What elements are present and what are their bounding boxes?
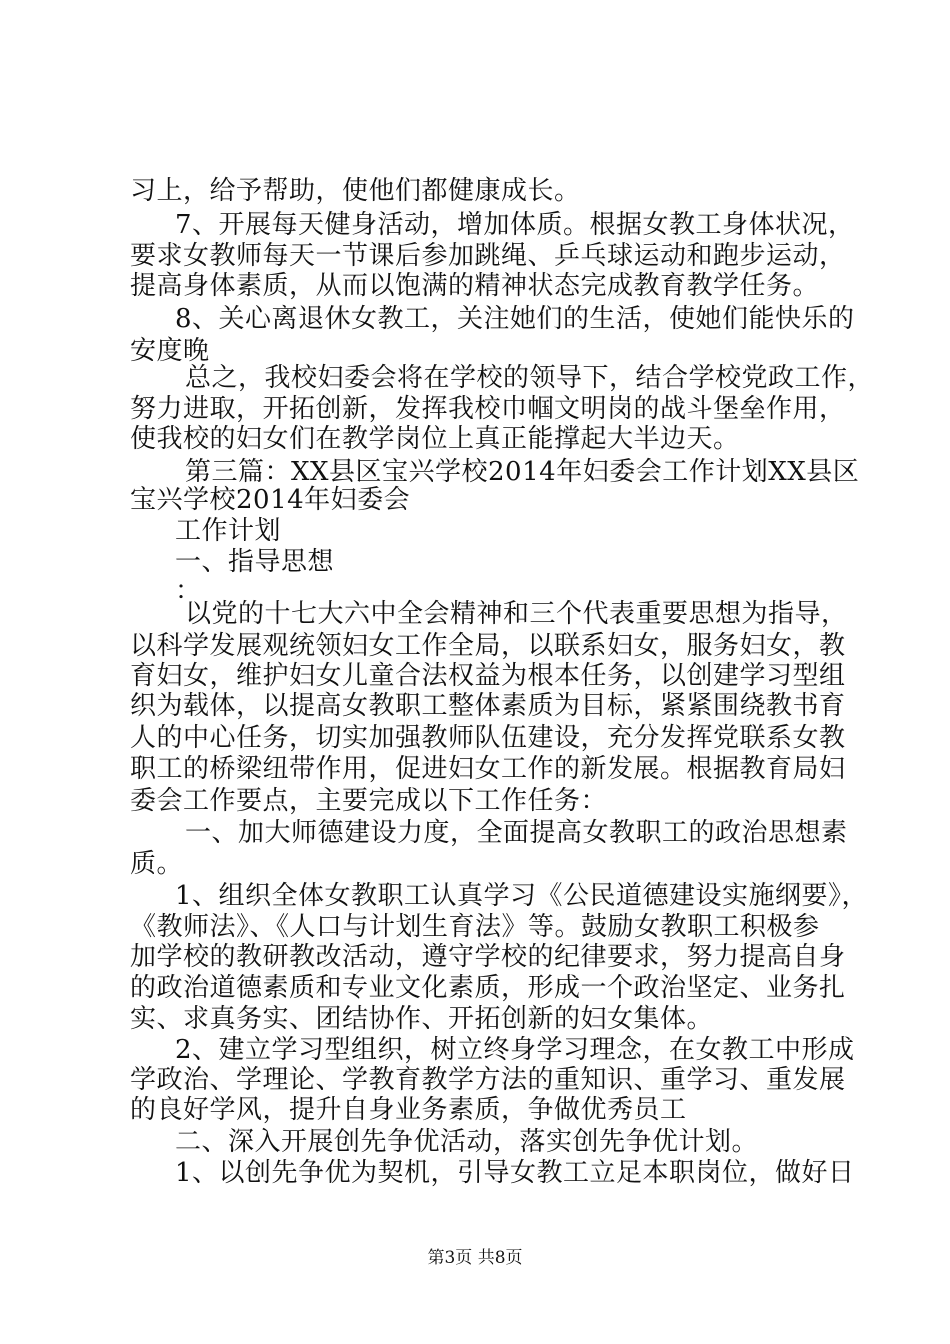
text-line: 职工的桥梁纽带作用，促进妇女工作的新发展。根据教育局妇 bbox=[130, 754, 846, 784]
text-line: 使我校的妇女们在教学岗位上真正能撑起大半边天。 bbox=[130, 424, 740, 454]
text-line: 人的中心任务，切实加强教师队伍建设，充分发挥党联系女教 bbox=[130, 723, 846, 753]
text-line: 一、指导思想 bbox=[175, 547, 335, 577]
text-line: 8、关心离退休女教工，关注她们的生活，使她们能快乐的 bbox=[175, 304, 855, 334]
page-number-footer: 第3页 共8页 bbox=[427, 1248, 523, 1268]
text-line: 一、加大师德建设力度，全面提高女教职工的政治思想素 bbox=[185, 818, 848, 848]
text-line: 7、开展每天健身活动，增加体质。根据女教工身体状况， bbox=[175, 210, 855, 240]
text-line: 1、以创先争优为契机，引导女教工立足本职岗位，做好日 bbox=[175, 1158, 855, 1188]
text-line: 提高身体素质，从而以饱满的精神状态完成教育教学任务。 bbox=[130, 271, 820, 301]
text-line: 安度晚 bbox=[130, 336, 210, 366]
text-line: 的良好学风，提升自身业务素质，争做优秀员工 bbox=[130, 1095, 687, 1125]
text-line: 以科学发展观统领妇女工作全局，以联系妇女，服务妇女，教 bbox=[130, 631, 846, 661]
text-line: 《教师法》、《人口与计划生育法》等。鼓励女教职工积极参 bbox=[130, 912, 820, 942]
text-line: 加学校的教研教改活动，遵守学校的纪律要求，努力提高自身 bbox=[130, 942, 846, 972]
text-line: 要求女教师每天一节课后参加跳绳、乒乓球运动和跑步运动， bbox=[130, 241, 846, 271]
text-line: 以党的十七大六中全会精神和三个代表重要思想为指导， bbox=[185, 599, 848, 629]
text-line: 努力进取，开拓创新，发挥我校巾帼文明岗的战斗堡垒作用， bbox=[130, 394, 846, 424]
text-line: 工作计划 bbox=[175, 516, 282, 546]
text-line: 宝兴学校2014年妇委会 bbox=[130, 485, 411, 515]
text-line: 习上，给予帮助，使他们都健康成长。 bbox=[130, 176, 581, 206]
text-line: 的政治道德素质和专业文化素质，形成一个政治坚定、业务扎 bbox=[130, 973, 846, 1003]
text-line: 质。 bbox=[130, 849, 184, 879]
text-line: 总之，我校妇委会将在学校的领导下，结合学校党政工作， bbox=[185, 363, 875, 393]
text-line: ： bbox=[175, 576, 202, 606]
text-line: 织为载体，以提高女教职工整体素质为目标，紧紧围绕教书育 bbox=[130, 691, 846, 721]
text-line: 二、深入开展创先争优活动，落实创先争优计划。 bbox=[175, 1127, 759, 1157]
text-line: 学政治、学理论、学教育教学方法的重知识、重学习、重发展 bbox=[130, 1065, 846, 1095]
text-line: 2、建立学习型组织，树立终身学习理念，在女教工中形成 bbox=[175, 1035, 855, 1065]
text-line: 实、求真务实、团结协作、开拓创新的妇女集体。 bbox=[130, 1004, 714, 1034]
text-line: 育妇女，维护妇女儿童合法权益为根本任务，以创建学习型组 bbox=[130, 661, 846, 691]
text-line: 1、组织全体女教职工认真学习《公民道德建设实施纲要》， bbox=[175, 881, 869, 911]
text-line: 第三篇：XX县区宝兴学校2014年妇委会工作计划XX县区 bbox=[185, 457, 860, 487]
text-line: 委会工作要点，主要完成以下工作任务： bbox=[130, 786, 608, 816]
